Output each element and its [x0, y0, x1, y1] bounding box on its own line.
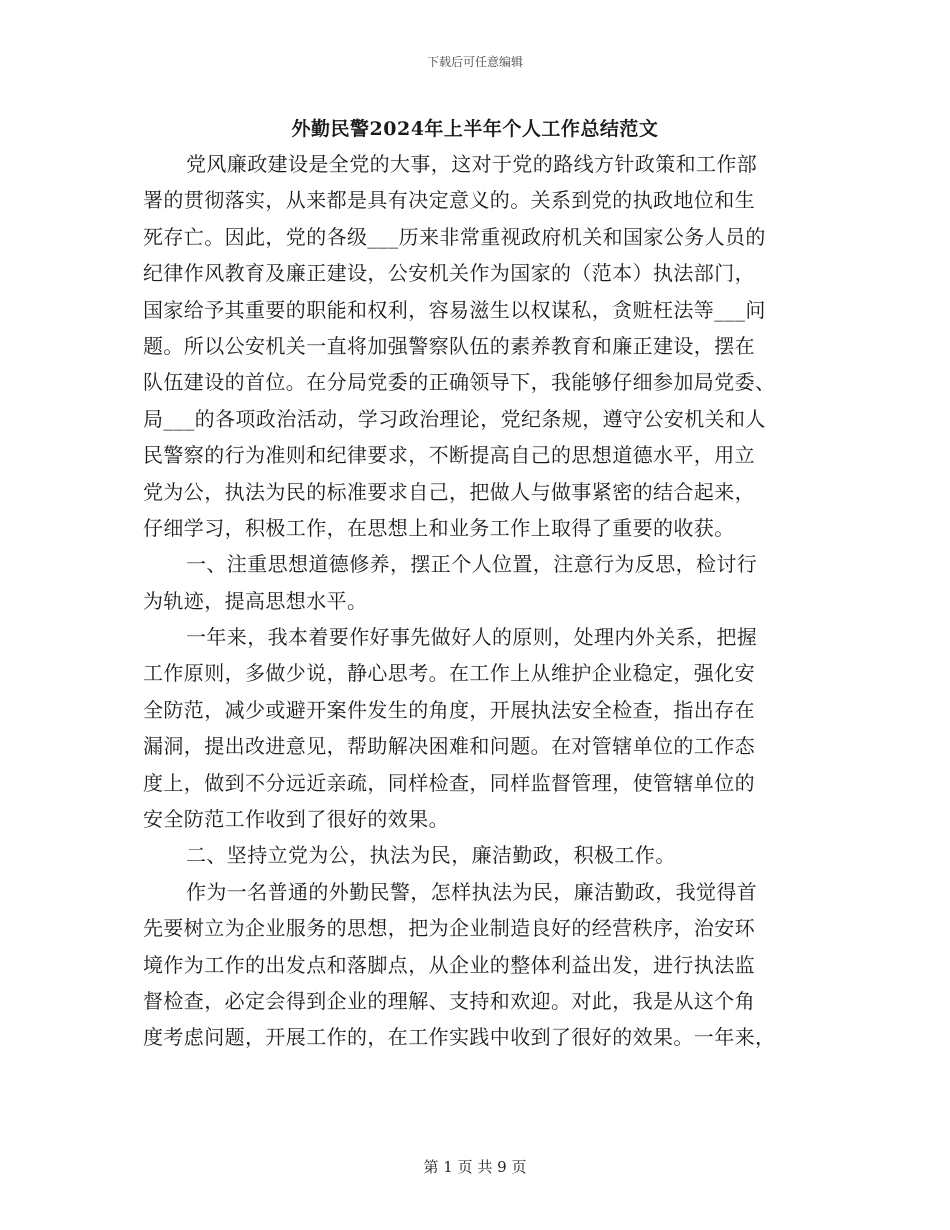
page-number: 第 1 页 共 9 页: [423, 1158, 527, 1176]
text-line: 度上，做到不分远近亲疏，同样检查，同样监督管理，使管辖单位的: [143, 770, 755, 795]
text-line: 队伍建设的首位。在分局党委的正确领导下，我能够仔细参加局党委、: [143, 370, 776, 395]
text-line: 漏洞，提出改进意见，帮助解决困难和问题。在对管辖单位的工作态: [143, 734, 755, 759]
header-note: 下载后可任意编辑: [426, 55, 523, 69]
section-heading-line: 为轨迹，提高思想水平。: [143, 588, 368, 613]
section-heading-line: 二、坚持立党为公，执法为民，廉洁勤政，积极工作。: [186, 843, 676, 868]
text-line: 境作为工作的出发点和落脚点，从企业的整体利益出发，进行执法监: [143, 952, 755, 977]
text-line: 工作原则，多做少说，静心思考。在工作上从维护企业稳定，强化安: [143, 661, 755, 686]
text-line: 作为一名普通的外勤民警，怎样执法为民，廉洁勤政，我觉得首: [186, 879, 758, 904]
document-body: [143, 146, 809, 1056]
document-title: 外勤民警2024年上半年个人工作总结范文: [291, 118, 659, 140]
text-line: 度考虑问题，开展工作的，在工作实践中收到了很好的效果。一年来，: [143, 1025, 776, 1050]
text-line: 国家给予其重要的职能和权利，容易滋生以权谋私，贪赃枉法等___问: [143, 297, 766, 322]
text-line: 署的贯彻落实，从来都是具有决定意义的。关系到党的执政地位和生: [143, 188, 755, 213]
section-heading-line: 一、注重思想道德修养，摆正个人位置，注意行为反思，检讨行: [186, 552, 758, 577]
text-line: 督检查，必定会得到企业的理解、支持和欢迎。对此，我是从这个角: [143, 988, 755, 1013]
text-line: 党为公，执法为民的标准要求自己，把做人与做事紧密的结合起来，: [143, 479, 755, 504]
text-line: 死存亡。因此，党的各级___历来非常重视政府机关和国家公务人员的: [143, 224, 766, 249]
text-line: 题。所以公安机关一直将加强警察队伍的素养教育和廉正建设，摆在: [143, 333, 755, 358]
text-line: 一年来，我本着要作好事先做好人的原则，处理内外关系，把握: [186, 625, 758, 650]
text-line: 党风廉政建设是全党的大事，这对于党的路线方针政策和工作部: [186, 152, 758, 176]
text-line: 先要树立为企业服务的思想，把为企业制造良好的经营秩序，治安环: [143, 916, 755, 941]
text-line: 纪律作风教育及廉正建设，公安机关作为国家的（范本）执法部门，: [143, 261, 755, 286]
text-line: 仔细学习，积极工作，在思想上和业务工作上取得了重要的收获。: [143, 515, 735, 540]
text-line: 民警察的行为准则和纪律要求，不断提高自己的思想道德水平，用立: [143, 443, 755, 468]
text-line: 安全防范工作收到了很好的效果。: [143, 807, 449, 832]
text-line: 全防范，减少或避开案件发生的角度，开展执法安全检查，指出存在: [143, 697, 755, 722]
text-line: 局___的各项政治活动，学习政治理论，党纪条规，遵守公安机关和人: [143, 406, 766, 431]
